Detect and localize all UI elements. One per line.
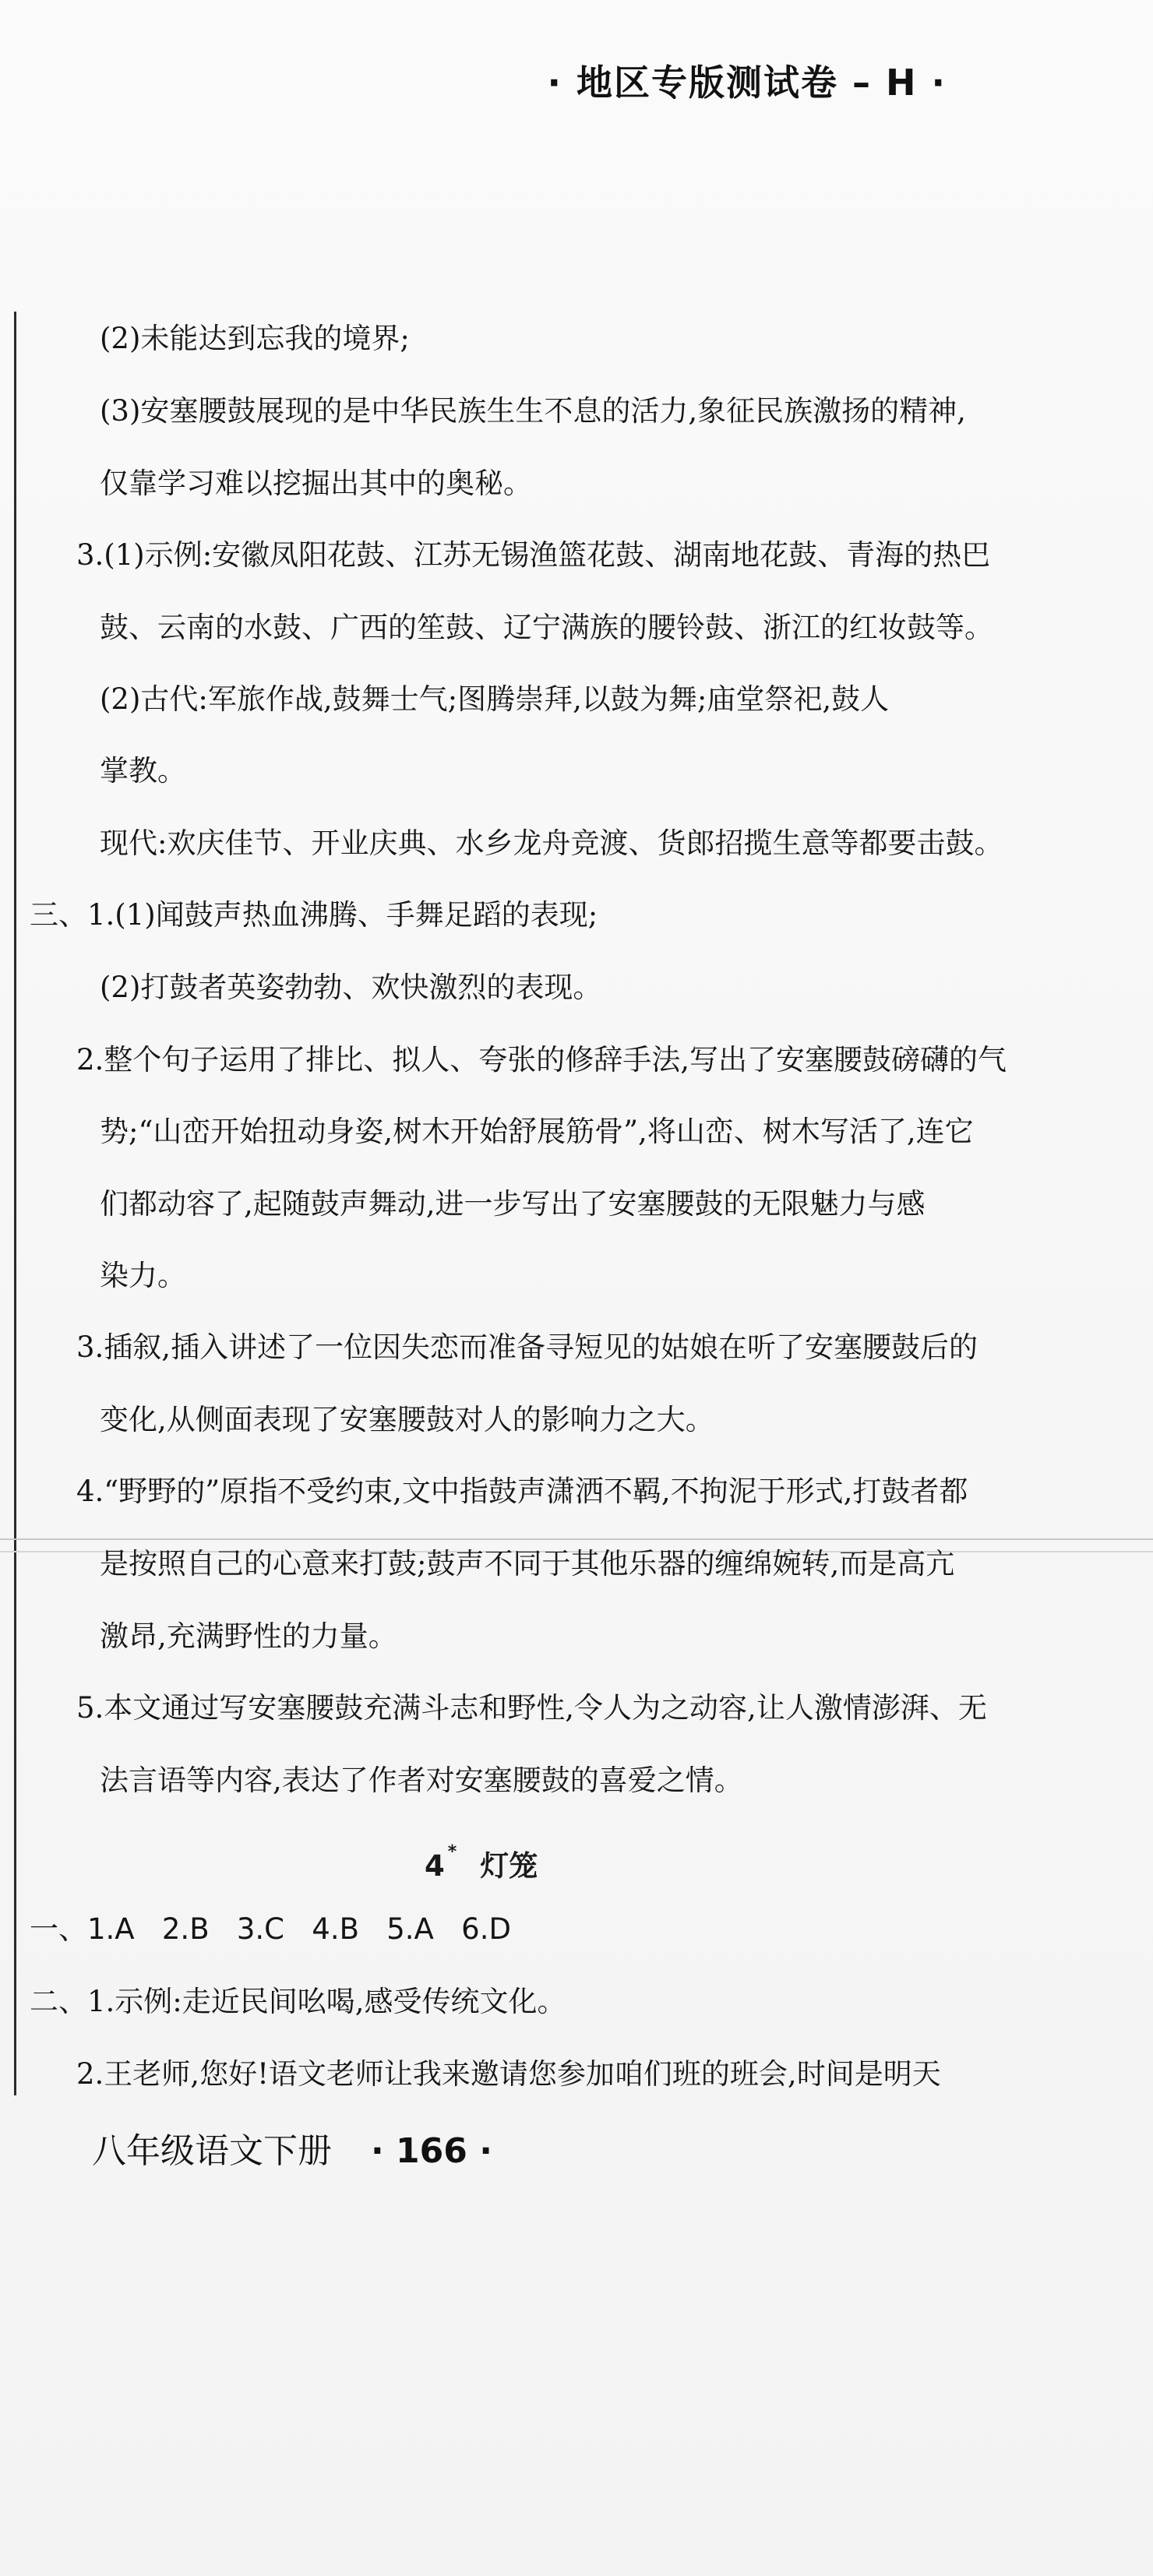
answer-line: 势;“山峦开始扭动身姿,树木开始舒展筋骨”,将山峦、树木写活了,连它 (100, 1115, 974, 1148)
footer-book-title: 八年级语文下册 (92, 2131, 332, 2171)
section-number: 4 (425, 1849, 445, 1883)
section-heading (425, 1842, 538, 1884)
answer-line: 鼓、云南的水鼓、广西的笙鼓、辽宁满族的腰铃鼓、浙江的红妆鼓等。 (100, 611, 993, 644)
section-title-text: 灯笼 (480, 1849, 538, 1883)
answer-line: 4.“野野的”原指不受约束,文中指鼓声潇洒不羁,不拘泥于形式,打鼓者都 (76, 1475, 968, 1508)
left-margin-rule (14, 312, 16, 2095)
footer (92, 2123, 492, 2173)
answer-line: (2)古代:军旅作战,鼓舞士气;图腾崇拜,以鼓为舞;庙堂祭祀,鼓人 (100, 682, 890, 716)
answer-line: 变化,从侧面表现了安塞腰鼓对人的影响力之大。 (100, 1403, 714, 1436)
answer-line: 现代:欢庆佳节、开业庆典、水乡龙舟竞渡、货郎招揽生意等都要击鼓。 (100, 826, 1003, 860)
answer-line: 2.王老师,您好!语文老师让我来邀请您参加咱们班的班会,时间是明天 (76, 2057, 941, 2091)
answer-line: 5.本文通过写安塞腰鼓充满斗志和野性,令人为之动容,让人激情澎湃、无 (76, 1691, 987, 1725)
answer-line: 法言语等内容,表达了作者对安塞腰鼓的喜爱之情。 (100, 1764, 743, 1797)
answer-line: 染力。 (100, 1259, 186, 1292)
page-number: · 166 · (371, 2131, 492, 2171)
scan-artifact-line (0, 1538, 1153, 1540)
section-mark: * (447, 1842, 457, 1862)
answer-line: 3.(1)示例:安徽凤阳花鼓、江苏无锡渔篮花鼓、湖南地花鼓、青海的热巴 (76, 538, 991, 572)
answer-line: 掌教。 (100, 754, 186, 788)
answer-line: 一、1.A 2.B 3.C 4.B 5.A 6.D (30, 1912, 511, 1946)
answer-line: 3.插叙,插入讲述了一位因失恋而准备寻短见的姑娘在听了安塞腰鼓后的 (76, 1330, 978, 1364)
answer-line: 二、1.示例:走近民间吆喝,感受传统文化。 (30, 1985, 566, 2018)
answer-line: 们都动容了,起随鼓声舞动,进一步写出了安塞腰鼓的无限魅力与感 (100, 1187, 926, 1221)
answer-line: (2)打鼓者英姿勃勃、欢快激烈的表现。 (100, 971, 602, 1004)
answer-line: 2.整个句子运用了排比、拟人、夸张的修辞手法,写出了安塞腰鼓磅礴的气 (76, 1043, 1007, 1077)
answer-line: (3)安塞腰鼓展现的是中华民族生生不息的活力,象征民族激扬的精神, (100, 394, 966, 428)
answer-line: 三、1.(1)闻鼓声热血沸腾、手舞足蹈的表现; (30, 898, 598, 932)
answer-line: 是按照自己的心意来打鼓;鼓声不同于其他乐器的缠绵婉转,而是高亢 (100, 1547, 955, 1580)
answer-line: 仅靠学习难以挖掘出其中的奥秘。 (100, 467, 532, 500)
answer-line: 激昂,充满野性的力量。 (100, 1619, 397, 1653)
answer-line: (2)未能达到忘我的境界; (100, 322, 410, 355)
header-title: · 地区专版测试卷 – H · (547, 62, 947, 104)
